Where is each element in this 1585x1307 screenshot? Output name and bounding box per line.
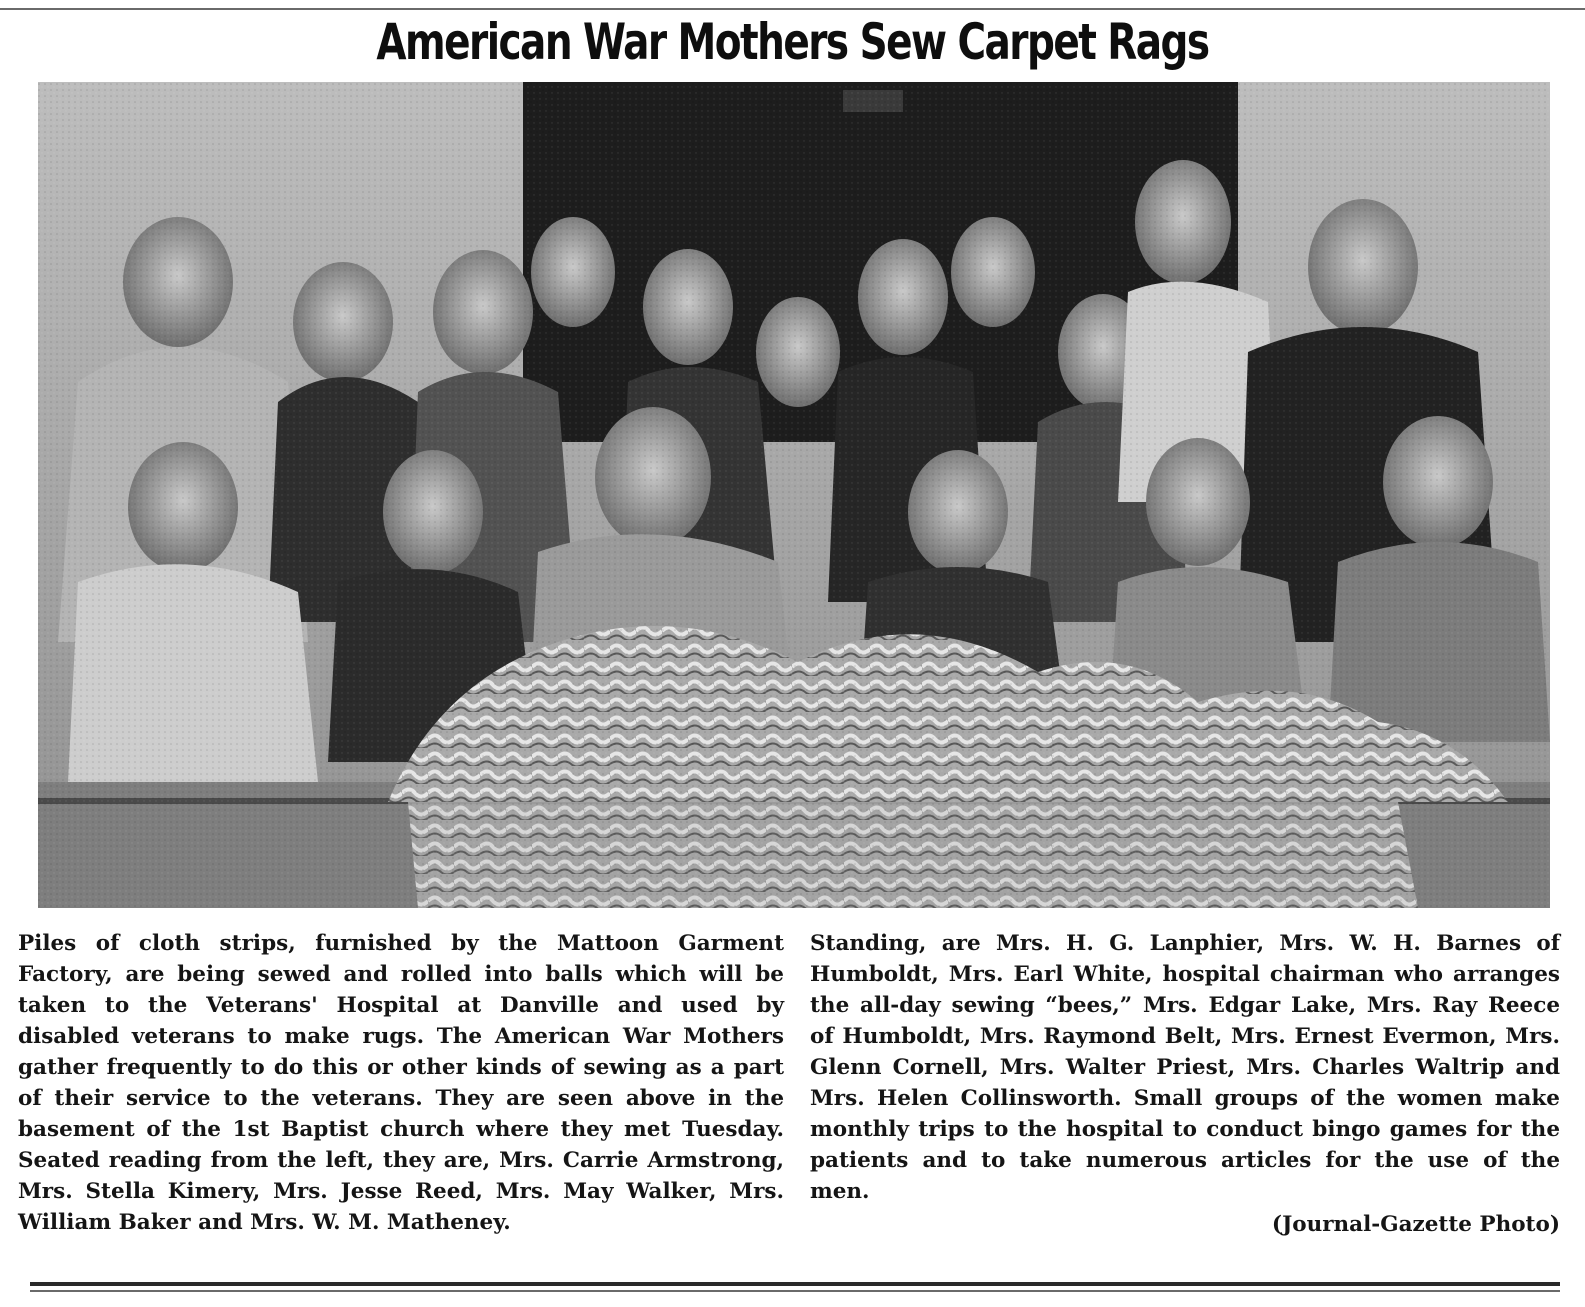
caption-left: Piles of cloth strips, furnished by the Mattoon Garment Factory, are being sewed and rolled into balls which will be taken to the Veterans' Hospital at Danville and used by disabled veterans to make rugs. The American War Mothers gather frequently to do this or other kinds of sewing as a part of their service to the veterans. They are seen above in the basement of the 1st Baptist church where they met Tuesday. Seated reading from the left, they are, Mrs. Carrie Armstrong, Mrs. Stella Kimery, Mrs. Jesse Reed, Mrs. May Walker, Mrs. William Baker and Mrs. W. M. Matheney. xyxy=(18,931,784,1235)
headline: American War Mothers Sew Carpet Rags xyxy=(376,13,1209,71)
top-rule xyxy=(0,8,1585,10)
caption-right: Standing, are Mrs. H. G. Lanphier, Mrs. W. H. Barnes of Humboldt, Mrs. Earl White, hospital chairman who arranges the all-day sewing “bees,” Mrs. Edgar Lake, Mrs. Ray Reece of Humboldt, Mrs. Raymond Belt, Mrs. Ernest Evermon, Mrs. Glenn Cornell, Mrs. Walter Priest, Mrs. Charles Waltrip and Mrs. Helen Collinsworth. Small groups of the women make monthly trips to the hospital to conduct bingo games for the patients and to take numerous articles for the use of the men. xyxy=(810,931,1560,1204)
bottom-rule-thin xyxy=(30,1290,1560,1292)
photo-credit: (Journal-Gazette Photo) xyxy=(1271,1212,1560,1237)
group-photo xyxy=(38,82,1550,908)
bottom-rule xyxy=(30,1282,1560,1286)
caption-right-column xyxy=(810,928,1560,1240)
